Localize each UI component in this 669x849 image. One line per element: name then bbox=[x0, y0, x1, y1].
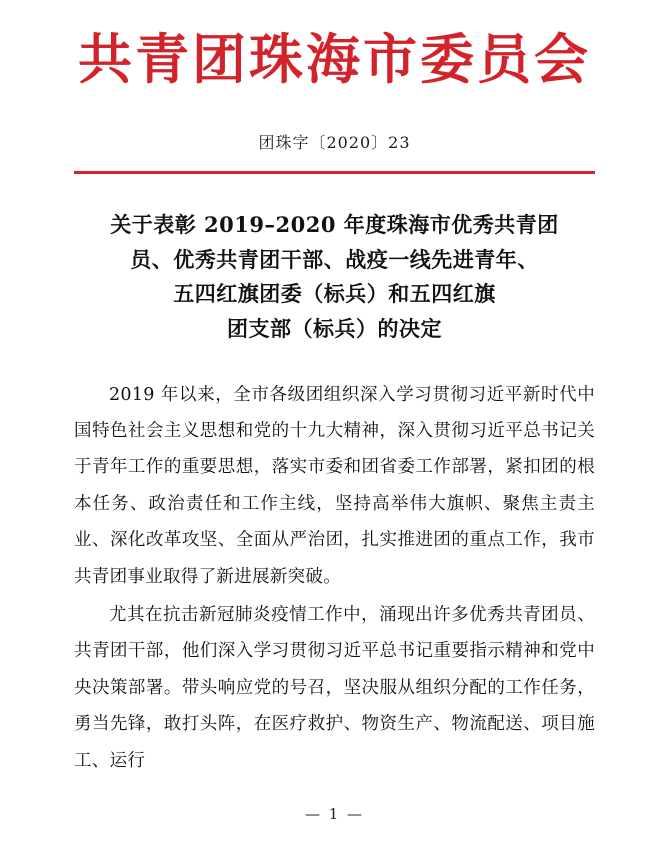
page-number: — 1 — bbox=[304, 805, 365, 823]
red-divider-rule bbox=[74, 171, 595, 174]
document-number: 团珠字〔2020〕23 bbox=[258, 133, 411, 153]
title-line: 团支部（标兵）的决定 bbox=[227, 316, 442, 342]
document-page bbox=[0, 28, 669, 849]
title-line: 关于表彰 2019–2020 年度珠海市优秀共青团 bbox=[110, 212, 559, 238]
title-line: 员、优秀共青团干部、战疫一线先进青年、 bbox=[130, 246, 539, 272]
body-paragraph: 尤其在抗击新冠肺炎疫情工作中，涌现出许多优秀共青团员、共青团干部，他们深入学习贯彻习近平总书记重要指示精神和党中央决策部署。带头响应党的号召，坚决服从组织分配的工作任务，勇当先锋，敢打头阵，在医疗救护、物资生产、物流配送、项目施工、运行 bbox=[74, 605, 595, 771]
document-masthead: 共青团珠海市委员会 bbox=[78, 27, 591, 91]
document-title bbox=[74, 208, 595, 347]
page-footer bbox=[0, 805, 669, 823]
title-line: 五四红旗团委（标兵）和五四红旗 bbox=[173, 281, 496, 307]
document-body bbox=[74, 377, 595, 779]
body-paragraph: 2019 年以来，全市各级团组织深入学习贯彻习近平新时代中国特色社会主义思想和党的十九大精神，深入贯彻习近平总书记关于青年工作的重要思想，落实市委和团省委工作部署，紧扣团的根本任务、政治责任和工作主线，坚持高举伟大旗帜、聚焦主责主业、深化改革攻坚、全面从严治团，扎实推进团的重点工作，我市共青团事业取得了新进展新突破。 bbox=[74, 384, 595, 587]
